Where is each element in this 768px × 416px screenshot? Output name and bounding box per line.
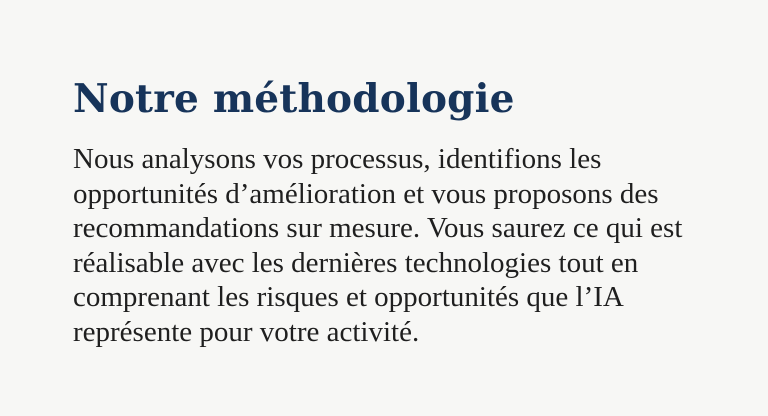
paragraph-line: comprenant les risques et opportunités que l’IA <box>73 281 624 314</box>
section-title: Notre méthodologie <box>73 76 515 122</box>
paragraph-line: réalisable avec les dernières technologies tout en <box>73 246 639 279</box>
methodology-section <box>73 72 753 350</box>
section-paragraph <box>73 142 753 350</box>
paragraph-line: représente pour votre activité. <box>73 315 420 348</box>
paragraph-line: recommandations sur mesure. Vous saurez ce qui est <box>73 212 683 245</box>
paragraph-line: opportunités d’amélioration et vous proposons des <box>73 177 659 210</box>
paragraph-line: Nous analysons vos processus, identifions les <box>73 143 602 175</box>
